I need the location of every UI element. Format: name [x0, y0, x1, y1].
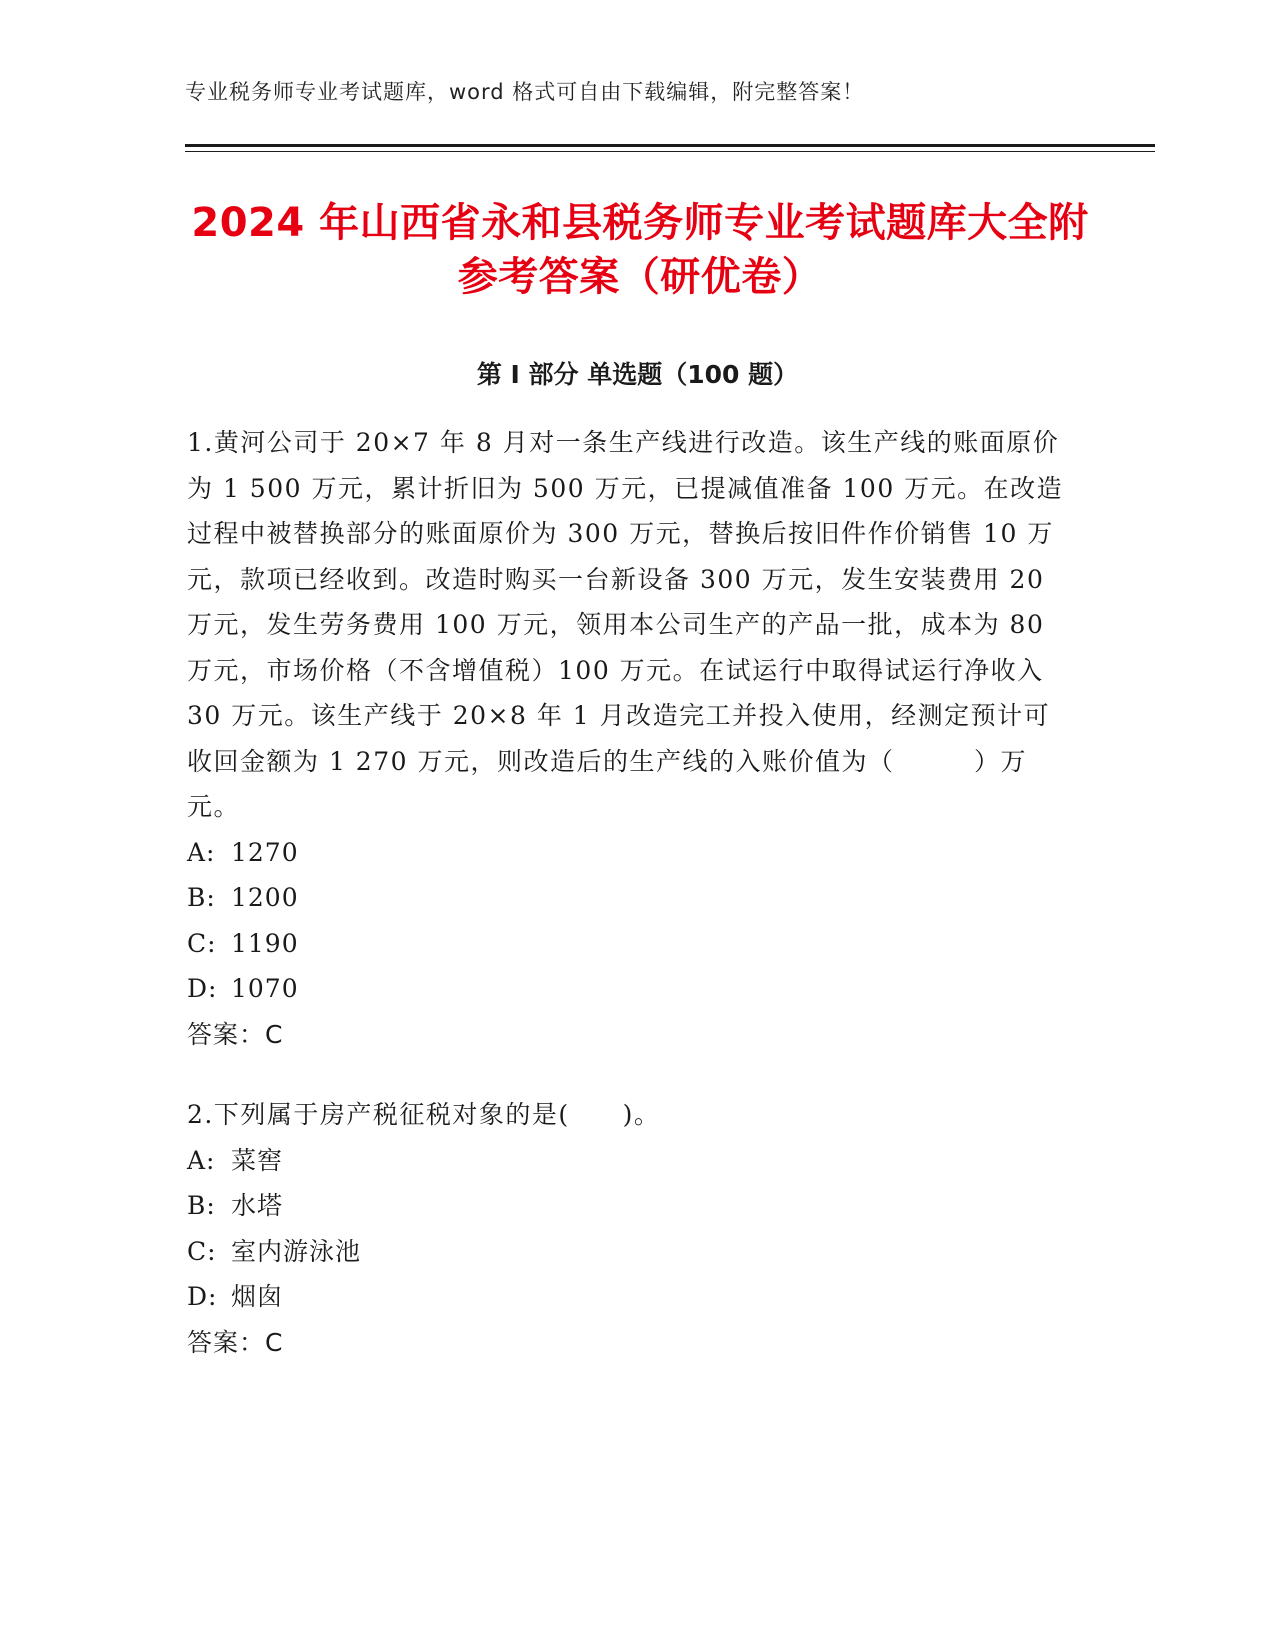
section-title: 第 I 部分 单选题（100 题）: [476, 360, 799, 389]
document-title: 2024 年山西省永和县税务师专业考试题库大全附参考答案（研优卷）: [191, 200, 1089, 300]
answer-line: 答案：C: [187, 1019, 284, 1049]
option-letter: A:: [187, 837, 216, 867]
question-1: [187, 420, 1067, 1057]
question-2: [187, 1092, 1067, 1365]
option-text: 1070: [231, 974, 299, 1003]
option-b: [187, 875, 1067, 921]
option-d: [187, 1274, 1067, 1320]
option-text: 1270: [231, 837, 299, 867]
option-letter: B:: [187, 883, 216, 912]
option-letter: B:: [187, 1191, 216, 1220]
option-c: [187, 921, 1067, 967]
option-letter: C:: [187, 928, 217, 958]
option-a: [187, 1138, 1067, 1184]
option-text: 室内游泳池: [231, 1236, 362, 1266]
option-c: [187, 1229, 1067, 1275]
option-text: 水塔: [231, 1191, 284, 1220]
option-a: [187, 830, 1067, 876]
answer-line: 答案：C: [187, 1327, 284, 1357]
option-text: 菜窖: [231, 1145, 284, 1175]
option-letter: D:: [187, 974, 218, 1003]
option-letter: A:: [187, 1145, 216, 1175]
option-text: 1200: [231, 883, 299, 912]
option-text: 烟囱: [231, 1282, 284, 1311]
option-text: 1190: [231, 928, 299, 958]
option-b: [187, 1183, 1067, 1229]
option-d: [187, 966, 1067, 1012]
page-header-note: 专业税务师专业考试题库，word 格式可自由下载编辑，附完整答案！: [185, 80, 865, 104]
header-divider: [185, 144, 1155, 152]
question-stem: 1.黄河公司于 20×7 年 8 月对一条生产线进行改造。该生产线的账面原价为 1 500 万元，累计折旧为 500 万元，已提减值准备 100 万元。在改造过程中被替换部分的账面原价为 300 万元，替换后按旧件作价销售 10 万元，款项已经收到。改造时购买一台新设备 300 万元，发生安装费用 20 万元，发生劳务费用 100 万元，领用本公司生产的产品一批，成本为 80 万元，市场价格（不含增值税）100 万元。在试运行中取得试运行净收入 30 万元。该生产线于 20×8 年 1 月改造完工并投入使用，经测定预计可收回金额为 1 270 万元，则改造后的生产线的入账价值为（ ）万元。: [187, 428, 1064, 821]
option-letter: D:: [187, 1282, 218, 1311]
question-stem: 2.下列属于房产税征税对象的是( )。: [187, 1100, 661, 1129]
option-letter: C:: [187, 1236, 217, 1266]
